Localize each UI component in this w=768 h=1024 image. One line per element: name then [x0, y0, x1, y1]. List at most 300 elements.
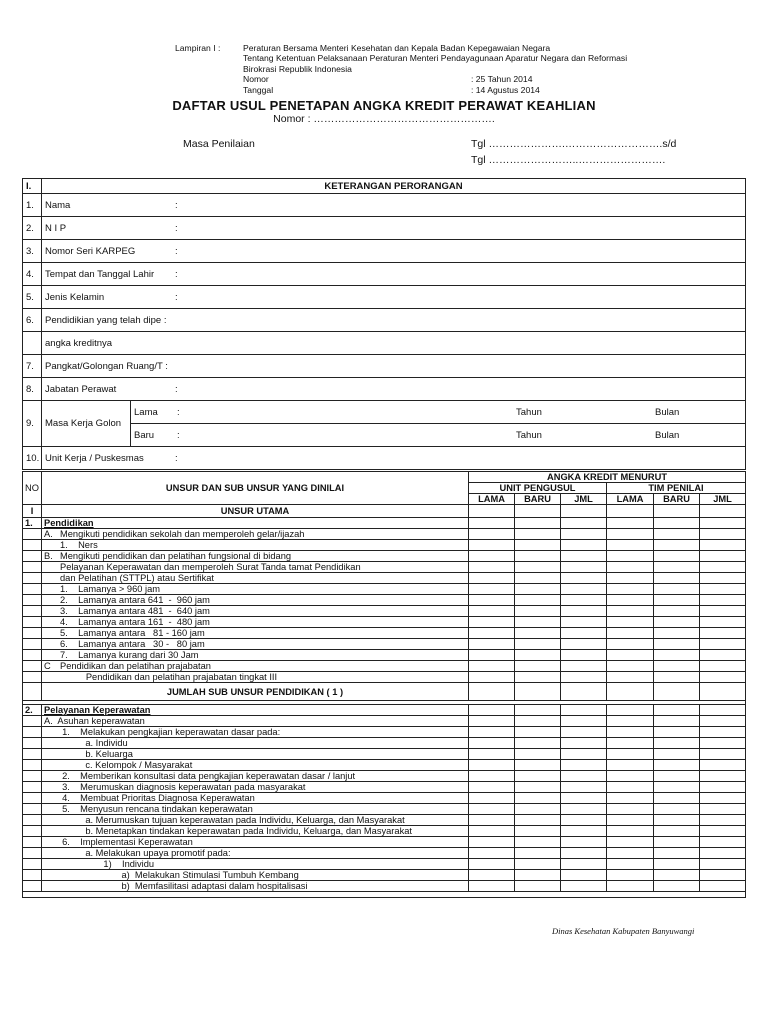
input-cell[interactable]	[700, 551, 746, 562]
colon: :	[175, 452, 178, 464]
input-cell[interactable]	[700, 837, 746, 848]
input-cell[interactable]	[561, 518, 607, 529]
input-cell[interactable]	[515, 595, 561, 606]
input-cell[interactable]	[469, 540, 515, 551]
input-cell[interactable]	[469, 837, 515, 848]
input-cell[interactable]	[700, 738, 746, 749]
input-cell[interactable]	[515, 562, 561, 573]
jumlah-pendidikan: JUMLAH SUB UNSUR PENDIDIKAN ( 1 )	[42, 683, 469, 701]
input-cell[interactable]	[654, 738, 700, 749]
input-cell[interactable]	[469, 595, 515, 606]
input-cell[interactable]	[607, 518, 654, 529]
input-cell[interactable]	[561, 815, 607, 826]
input-cell[interactable]	[607, 573, 654, 584]
input-cell[interactable]	[654, 672, 700, 683]
input-cell[interactable]	[515, 815, 561, 826]
table-row	[23, 738, 746, 749]
field-label: Jabatan Perawat	[45, 383, 117, 395]
input-cell[interactable]	[515, 881, 561, 892]
table-row	[23, 194, 746, 217]
input-cell[interactable]	[654, 606, 700, 617]
input-cell[interactable]	[561, 584, 607, 595]
input-cell[interactable]	[654, 870, 700, 881]
input-cell[interactable]	[561, 793, 607, 804]
input-cell[interactable]	[515, 628, 561, 639]
input-cell[interactable]	[561, 716, 607, 727]
input-cell[interactable]	[515, 529, 561, 540]
field-label: Tempat dan Tanggal Lahir	[45, 268, 155, 280]
input-cell[interactable]	[654, 782, 700, 793]
input-cell[interactable]	[607, 595, 654, 606]
lampiran-line-3: Birokrasi Republik Indonesia	[243, 63, 352, 74]
field-jabatan[interactable]	[42, 378, 746, 401]
input-cell[interactable]	[469, 826, 515, 837]
input-cell[interactable]	[515, 540, 561, 551]
input-cell[interactable]	[654, 859, 700, 870]
input-cell[interactable]	[607, 870, 654, 881]
input-cell[interactable]	[700, 870, 746, 881]
lampiran-label: Lampiran I :	[175, 43, 221, 53]
input-cell[interactable]	[469, 771, 515, 782]
input-cell[interactable]	[654, 881, 700, 892]
input-cell[interactable]	[607, 617, 654, 628]
table-row	[23, 672, 746, 683]
input-cell[interactable]	[515, 683, 561, 701]
input-cell[interactable]	[515, 738, 561, 749]
row-number	[23, 771, 42, 782]
field-nip[interactable]	[42, 217, 746, 240]
input-cell[interactable]	[654, 584, 700, 595]
input-cell[interactable]	[654, 727, 700, 738]
input-cell[interactable]	[654, 826, 700, 837]
unsur-item: a) Melakukan Stimulasi Tumbuh Kembang	[42, 870, 469, 881]
input-cell[interactable]	[700, 661, 746, 672]
input-cell[interactable]	[607, 562, 654, 573]
input-cell[interactable]	[469, 804, 515, 815]
field-unit-kerja[interactable]	[42, 447, 746, 470]
input-cell[interactable]	[607, 672, 654, 683]
input-cell[interactable]	[654, 595, 700, 606]
input-cell[interactable]	[561, 881, 607, 892]
lampiran-nomor-label: Nomor	[243, 74, 269, 85]
input-cell[interactable]	[700, 826, 746, 837]
row-number	[23, 738, 42, 749]
input-cell[interactable]	[469, 683, 515, 701]
input-cell[interactable]	[654, 771, 700, 782]
header-jml: JML	[561, 494, 607, 505]
table-row	[23, 309, 746, 332]
input-cell[interactable]	[700, 650, 746, 661]
input-cell[interactable]	[469, 815, 515, 826]
unsur-item: a. Merumuskan tujuan keperawatan pada Individu, Keluarga, dan Masyarakat	[42, 815, 469, 826]
input-cell[interactable]	[607, 639, 654, 650]
field-angka-kredit[interactable]: angka kreditnya	[42, 332, 746, 355]
input-cell[interactable]	[469, 562, 515, 573]
input-cell[interactable]	[700, 716, 746, 727]
input-cell[interactable]	[607, 529, 654, 540]
input-cell[interactable]	[469, 606, 515, 617]
input-cell[interactable]	[654, 573, 700, 584]
table-row	[23, 424, 746, 447]
input-cell[interactable]	[469, 529, 515, 540]
row-number: 7.	[23, 355, 42, 378]
input-cell[interactable]	[469, 661, 515, 672]
input-cell[interactable]	[607, 716, 654, 727]
table-row	[23, 727, 746, 738]
row-number: 8.	[23, 378, 42, 401]
table-row	[23, 263, 746, 286]
unsur-item: 3. Merumuskan diagnosis keperawatan pada masyarakat	[42, 782, 469, 793]
input-cell[interactable]	[515, 617, 561, 628]
row-number	[23, 573, 42, 584]
row-number: 4.	[23, 263, 42, 286]
input-cell[interactable]	[700, 859, 746, 870]
input-cell[interactable]	[515, 705, 561, 716]
field-pangkat[interactable]: Pangkat/Golongan Ruang/T :	[42, 355, 746, 378]
input-cell[interactable]	[515, 639, 561, 650]
input-cell[interactable]	[469, 881, 515, 892]
input-cell[interactable]	[654, 760, 700, 771]
input-cell[interactable]	[654, 650, 700, 661]
input-cell[interactable]	[700, 804, 746, 815]
unsur-item	[42, 529, 469, 540]
document-title: DAFTAR USUL PENETAPAN ANGKA KREDIT PERAWAT KEAHLIAN	[172, 98, 596, 113]
input-cell[interactable]	[654, 617, 700, 628]
input-cell[interactable]	[561, 672, 607, 683]
input-cell[interactable]	[561, 661, 607, 672]
unsur-item	[42, 551, 469, 562]
input-cell[interactable]	[561, 771, 607, 782]
input-cell[interactable]	[607, 771, 654, 782]
field-label: Nama	[45, 199, 71, 211]
colon: :	[175, 268, 178, 280]
input-cell[interactable]	[561, 628, 607, 639]
field-nama[interactable]	[42, 194, 746, 217]
input-cell[interactable]	[561, 540, 607, 551]
input-cell[interactable]	[515, 584, 561, 595]
field-karpeg[interactable]	[42, 240, 746, 263]
row-number	[23, 870, 42, 881]
row-number	[23, 628, 42, 639]
input-cell[interactable]	[700, 584, 746, 595]
input-cell[interactable]	[654, 705, 700, 716]
table-row	[23, 240, 746, 263]
input-cell[interactable]	[607, 628, 654, 639]
table-row	[23, 639, 746, 650]
input-cell[interactable]	[469, 628, 515, 639]
input-cell[interactable]	[700, 782, 746, 793]
input-cell[interactable]	[561, 859, 607, 870]
input-cell[interactable]	[561, 505, 607, 518]
input-cell[interactable]	[515, 573, 561, 584]
input-cell[interactable]	[469, 705, 515, 716]
row-number	[23, 716, 42, 727]
input-cell[interactable]	[515, 804, 561, 815]
input-cell[interactable]	[607, 837, 654, 848]
input-cell[interactable]	[515, 672, 561, 683]
item-marker: B.	[44, 551, 53, 561]
item-marker: C	[44, 661, 51, 671]
table-row	[23, 447, 746, 470]
input-cell[interactable]	[700, 518, 746, 529]
table-row	[23, 540, 746, 551]
input-cell[interactable]	[515, 760, 561, 771]
input-cell[interactable]	[654, 518, 700, 529]
input-cell[interactable]	[607, 683, 654, 701]
input-cell[interactable]	[607, 859, 654, 870]
input-cell[interactable]	[607, 705, 654, 716]
input-cell[interactable]	[469, 573, 515, 584]
input-cell[interactable]	[469, 870, 515, 881]
input-cell[interactable]	[515, 661, 561, 672]
input-cell[interactable]	[469, 749, 515, 760]
input-cell[interactable]	[561, 705, 607, 716]
input-cell[interactable]	[561, 782, 607, 793]
input-cell[interactable]	[515, 826, 561, 837]
input-cell[interactable]	[607, 650, 654, 661]
input-cell[interactable]	[561, 650, 607, 661]
row-number: 6.	[23, 309, 42, 332]
input-cell[interactable]	[654, 837, 700, 848]
input-cell[interactable]	[607, 584, 654, 595]
row-number: 9.	[23, 401, 42, 447]
header-unsur: UNSUR DAN SUB UNSUR YANG DINILAI	[42, 472, 469, 505]
input-cell[interactable]	[700, 705, 746, 716]
input-cell[interactable]	[515, 716, 561, 727]
input-cell[interactable]	[607, 606, 654, 617]
row-number	[23, 584, 42, 595]
header-angka-kredit: ANGKA KREDIT MENURUT	[469, 472, 746, 483]
input-cell[interactable]	[654, 661, 700, 672]
pendidikan-title: Pendidikan	[42, 518, 469, 529]
input-cell[interactable]	[561, 727, 607, 738]
input-cell[interactable]	[607, 826, 654, 837]
input-cell[interactable]	[469, 518, 515, 529]
input-cell[interactable]	[515, 782, 561, 793]
row-number	[23, 606, 42, 617]
input-cell[interactable]	[700, 672, 746, 683]
input-cell[interactable]	[654, 562, 700, 573]
input-cell[interactable]	[515, 870, 561, 881]
input-cell[interactable]	[469, 782, 515, 793]
input-cell[interactable]	[469, 848, 515, 859]
input-cell[interactable]	[515, 606, 561, 617]
input-cell[interactable]	[515, 837, 561, 848]
input-cell[interactable]	[700, 771, 746, 782]
row-number	[23, 815, 42, 826]
input-cell[interactable]	[469, 793, 515, 804]
input-cell[interactable]	[515, 749, 561, 760]
input-cell[interactable]	[561, 562, 607, 573]
input-cell[interactable]	[561, 639, 607, 650]
header-tim-penilai: TIM PENILAI	[607, 483, 746, 494]
input-cell[interactable]	[700, 617, 746, 628]
input-cell[interactable]	[607, 661, 654, 672]
table-row	[23, 771, 746, 782]
input-cell[interactable]	[515, 551, 561, 562]
input-cell[interactable]	[607, 793, 654, 804]
input-cell[interactable]	[607, 738, 654, 749]
item-text: 4. Lamanya antara 161 - 480 jam	[60, 617, 210, 627]
input-cell[interactable]	[700, 529, 746, 540]
input-cell[interactable]	[654, 815, 700, 826]
input-cell[interactable]	[469, 650, 515, 661]
input-cell[interactable]	[469, 617, 515, 628]
input-cell[interactable]	[607, 551, 654, 562]
field-tempat-tanggal-lahir[interactable]	[42, 263, 746, 286]
input-cell[interactable]	[469, 505, 515, 518]
input-cell[interactable]	[561, 606, 607, 617]
lampiran-line-2: Tentang Ketentuan Pelaksanaan Peraturan Menteri Pendayagunaan Aparatur Negara dan Reformasi	[243, 53, 628, 64]
lampiran-nomor-value: : 25 Tahun 2014	[471, 74, 533, 85]
input-cell[interactable]	[515, 518, 561, 529]
input-cell[interactable]	[561, 595, 607, 606]
input-cell[interactable]	[607, 540, 654, 551]
unsur-item	[42, 661, 469, 672]
field-masa-kerja-baru[interactable]	[131, 424, 746, 447]
input-cell[interactable]	[654, 639, 700, 650]
input-cell[interactable]	[607, 881, 654, 892]
input-cell[interactable]	[607, 749, 654, 760]
input-cell[interactable]	[607, 760, 654, 771]
colon: :	[175, 291, 178, 303]
input-cell[interactable]	[469, 672, 515, 683]
input-cell[interactable]	[700, 727, 746, 738]
field-jenis-kelamin[interactable]	[42, 286, 746, 309]
input-cell[interactable]	[700, 793, 746, 804]
input-cell[interactable]	[515, 859, 561, 870]
input-cell[interactable]	[654, 683, 700, 701]
input-cell[interactable]	[607, 804, 654, 815]
input-cell[interactable]	[700, 595, 746, 606]
input-cell[interactable]	[700, 573, 746, 584]
unsur-item: b. Menetapkan tindakan keperawatan pada Individu, Keluarga, dan Masyarakat	[42, 826, 469, 837]
unsur-item	[42, 617, 469, 628]
input-cell[interactable]	[607, 848, 654, 859]
input-cell[interactable]	[700, 749, 746, 760]
input-cell[interactable]	[561, 760, 607, 771]
lampiran-tanggal-label: Tanggal	[243, 84, 274, 95]
input-cell[interactable]	[607, 815, 654, 826]
input-cell[interactable]	[700, 815, 746, 826]
input-cell[interactable]	[561, 749, 607, 760]
input-cell[interactable]	[700, 760, 746, 771]
unsur-item	[42, 650, 469, 661]
input-cell[interactable]	[700, 628, 746, 639]
input-cell[interactable]	[607, 727, 654, 738]
pelayanan-number: 2.	[23, 705, 42, 716]
angka-kredit-table	[22, 471, 746, 898]
input-cell[interactable]	[561, 870, 607, 881]
input-cell[interactable]	[561, 738, 607, 749]
input-cell[interactable]	[654, 529, 700, 540]
table-row	[23, 401, 746, 424]
input-cell[interactable]	[469, 584, 515, 595]
row-number	[23, 529, 42, 540]
input-cell[interactable]	[654, 551, 700, 562]
masa-kerja-label: Masa Kerja Golon	[42, 401, 131, 447]
input-cell[interactable]	[654, 505, 700, 518]
input-cell[interactable]	[469, 639, 515, 650]
input-cell[interactable]	[654, 804, 700, 815]
input-cell[interactable]	[561, 573, 607, 584]
input-cell[interactable]	[515, 771, 561, 782]
input-cell[interactable]	[700, 683, 746, 701]
input-cell[interactable]	[654, 716, 700, 727]
item-text: 1. Lamanya > 960 jam	[60, 584, 161, 594]
unsur-item	[42, 639, 469, 650]
input-cell[interactable]	[515, 505, 561, 518]
input-cell[interactable]	[654, 848, 700, 859]
input-cell[interactable]	[700, 606, 746, 617]
row-number	[23, 683, 42, 701]
input-cell[interactable]	[700, 881, 746, 892]
input-cell[interactable]	[469, 760, 515, 771]
input-cell[interactable]	[654, 793, 700, 804]
input-cell[interactable]	[561, 804, 607, 815]
input-cell[interactable]	[607, 505, 654, 518]
input-cell[interactable]	[561, 529, 607, 540]
input-cell[interactable]	[654, 540, 700, 551]
table-row	[23, 617, 746, 628]
input-cell[interactable]	[654, 628, 700, 639]
input-cell[interactable]	[515, 650, 561, 661]
input-cell[interactable]	[469, 738, 515, 749]
table-row	[23, 217, 746, 240]
input-cell[interactable]	[700, 639, 746, 650]
input-cell[interactable]	[515, 727, 561, 738]
row-number	[23, 804, 42, 815]
input-cell[interactable]	[561, 837, 607, 848]
input-cell[interactable]	[469, 551, 515, 562]
row-number	[23, 661, 42, 672]
unsur-item: b. Keluarga	[42, 749, 469, 760]
input-cell[interactable]	[561, 617, 607, 628]
input-cell[interactable]	[700, 505, 746, 518]
row-number	[23, 793, 42, 804]
section-title: KETERANGAN PERORANGAN	[42, 179, 746, 194]
table-row	[23, 881, 746, 892]
row-number	[23, 749, 42, 760]
row-number	[23, 332, 42, 355]
item-text: Pendidikan dan pelatihan prajabatan tingkat III	[60, 672, 278, 682]
input-cell[interactable]	[469, 859, 515, 870]
input-cell[interactable]	[654, 749, 700, 760]
input-cell[interactable]	[700, 848, 746, 859]
input-cell[interactable]	[561, 826, 607, 837]
input-cell[interactable]	[561, 551, 607, 562]
input-cell[interactable]	[561, 848, 607, 859]
input-cell[interactable]	[469, 727, 515, 738]
unsur-item	[42, 606, 469, 617]
input-cell[interactable]	[515, 848, 561, 859]
input-cell[interactable]	[561, 683, 607, 701]
table-row	[23, 650, 746, 661]
item-marker: A.	[44, 529, 53, 539]
row-number	[23, 826, 42, 837]
section-number: I.	[23, 179, 42, 194]
field-label: Jenis Kelamin	[45, 291, 105, 303]
header-lama: LAMA	[469, 494, 515, 505]
input-cell[interactable]	[515, 793, 561, 804]
input-cell[interactable]	[469, 716, 515, 727]
field-masa-kerja-lama[interactable]	[131, 401, 746, 424]
field-pendidikan[interactable]: Pendidikian yang telah dipe :	[42, 309, 746, 332]
input-cell[interactable]	[700, 540, 746, 551]
input-cell[interactable]	[607, 782, 654, 793]
input-cell[interactable]	[700, 562, 746, 573]
unsur-item	[42, 595, 469, 606]
